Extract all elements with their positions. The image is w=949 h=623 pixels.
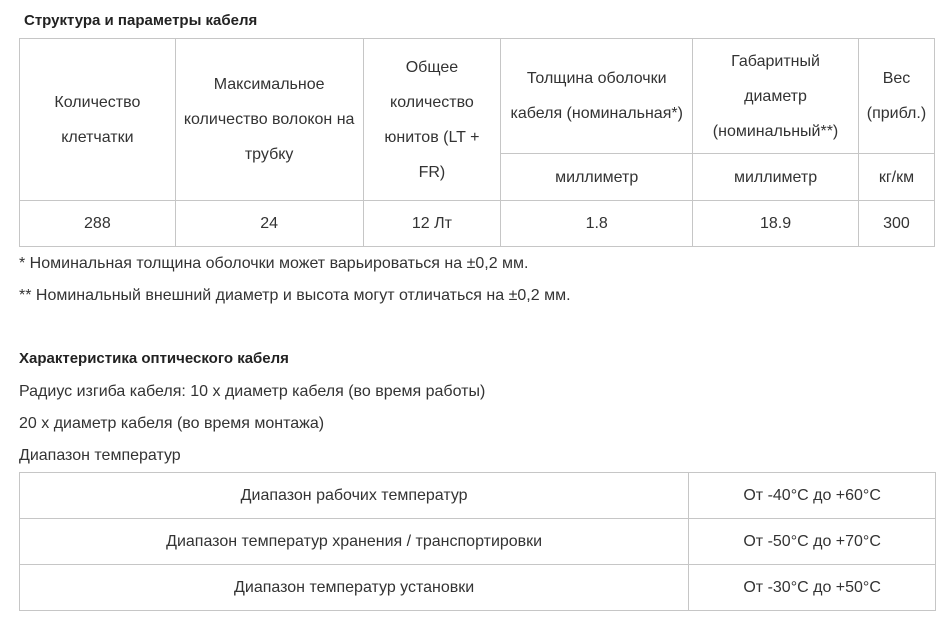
unit-weight: кг/км bbox=[858, 154, 934, 201]
section-title-optical: Характеристика оптического кабеля bbox=[19, 350, 289, 367]
footnote-diameter: ** Номинальный внешний диаметр и высота могут отличаться на ±0,2 мм. bbox=[19, 287, 571, 304]
temp-value-operating: От -40°C до +60°C bbox=[689, 473, 936, 519]
header-sheath-thickness: Толщина оболочки кабеля (номинальная*) bbox=[501, 39, 693, 154]
unit-sheath-thickness: миллиметр bbox=[501, 154, 693, 201]
section-title-structure: Структура и параметры кабеля bbox=[24, 12, 258, 29]
temp-label-storage: Диапазон температур хранения / транспортировки bbox=[20, 519, 689, 565]
cell-fiber-count: 288 bbox=[20, 201, 176, 247]
cell-weight: 300 bbox=[858, 201, 934, 247]
temperature-range-label: Диапазон температур bbox=[19, 447, 181, 464]
temperature-table bbox=[19, 472, 936, 611]
footnote-sheath: * Номинальная толщина оболочки может варьироваться на ±0,2 мм. bbox=[19, 255, 529, 272]
table-row bbox=[20, 201, 935, 247]
cell-sheath-thickness: 1.8 bbox=[501, 201, 693, 247]
temp-value-storage: От -50°C до +70°C bbox=[689, 519, 936, 565]
cell-overall-diameter: 18.9 bbox=[693, 201, 859, 247]
header-total-units: Общее количество юнитов (LT + FR) bbox=[363, 39, 501, 201]
header-fiber-count: Количество клетчатки bbox=[20, 39, 176, 201]
bend-radius-installation: 20 x диаметр кабеля (во время монтажа) bbox=[19, 415, 325, 432]
temp-label-installation: Диапазон температур установки bbox=[20, 565, 689, 611]
unit-overall-diameter: миллиметр bbox=[693, 154, 859, 201]
cell-max-fibers-per-tube: 24 bbox=[175, 201, 363, 247]
cell-total-units: 12 Лт bbox=[363, 201, 501, 247]
header-weight: Вес (прибл.) bbox=[858, 39, 934, 154]
temp-value-installation: От -30°C до +50°C bbox=[689, 565, 936, 611]
table-row bbox=[20, 473, 936, 519]
header-overall-diameter: Габаритный диаметр (номинальный**) bbox=[693, 39, 859, 154]
cable-structure-table bbox=[19, 38, 935, 247]
temp-label-operating: Диапазон рабочих температур bbox=[20, 473, 689, 519]
table-row bbox=[20, 565, 936, 611]
table-header-row bbox=[20, 39, 935, 154]
header-max-fibers-per-tube: Максимальное количество волокон на трубку bbox=[175, 39, 363, 201]
table-row bbox=[20, 519, 936, 565]
bend-radius-operation: Радиус изгиба кабеля: 10 x диаметр кабеля (во время работы) bbox=[19, 383, 486, 400]
